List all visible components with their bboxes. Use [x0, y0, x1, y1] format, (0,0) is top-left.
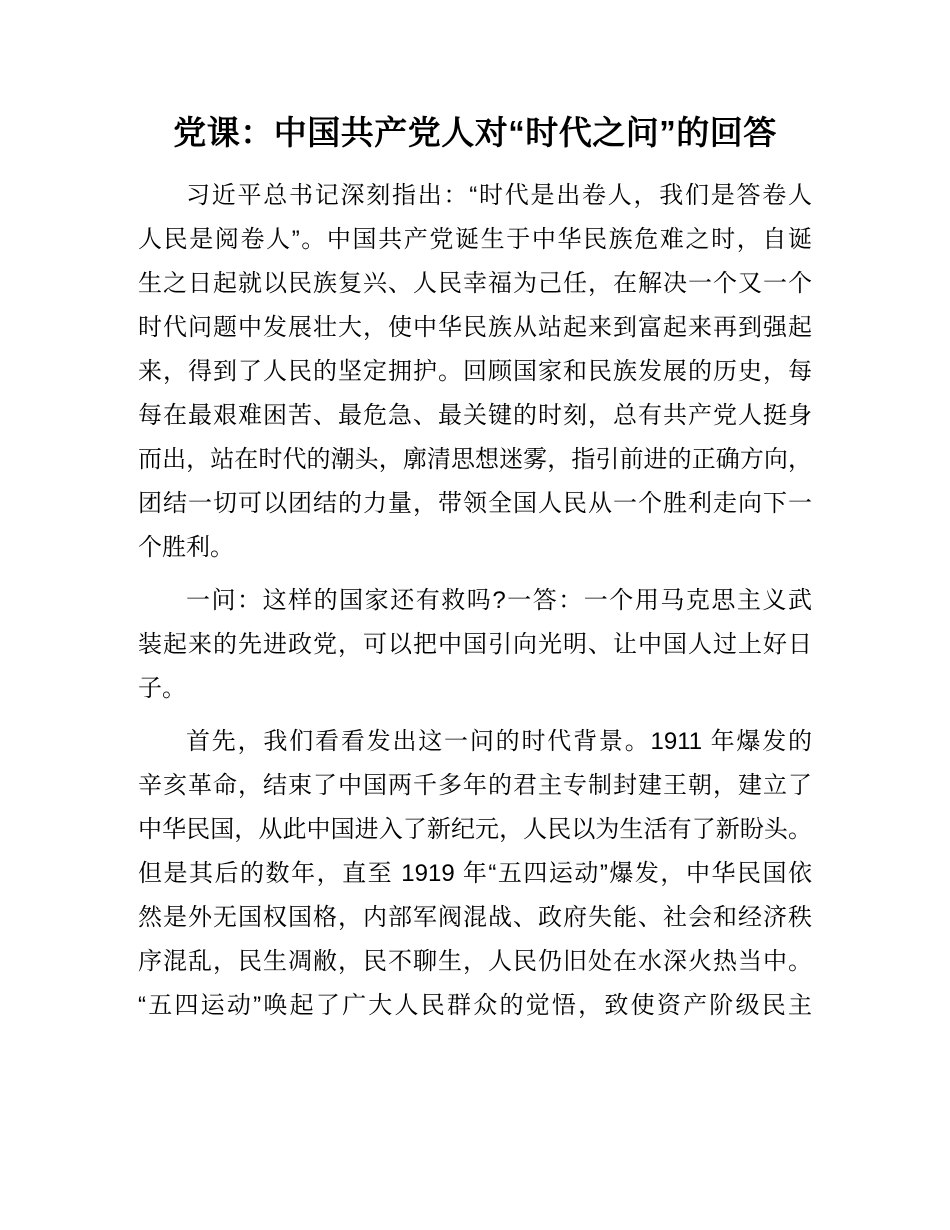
paragraph-line: 一问：这样的国家还有救吗?一答：一个用马克思主义武 — [186, 587, 812, 614]
paragraph-line: 每在最艰难困苦、最危急、最关键的时刻，总有共产党人挺身 — [138, 402, 812, 429]
paragraph-line: 时代问题中发展壮大，使中华民族从站起来到富起来再到强起 — [138, 314, 812, 341]
paragraph-line: 生之日起就以民族复兴、人民幸福为己任，在解决一个又一个 — [138, 270, 812, 297]
paragraph-line: 首先，我们看看发出这一问的时代背景。1911 年爆发的 — [186, 728, 812, 755]
paragraph-line: 辛亥革命，结束了中国两千多年的君主专制封建王朝，建立了 — [138, 772, 812, 799]
paragraph-line: “五四运动”唤起了广大人民群众的觉悟，致使资产阶级民主 — [138, 992, 812, 1019]
document-title: 党课：中国共产党人对“时代之问”的回答 — [173, 114, 777, 151]
paragraph-line: 个胜利。 — [138, 534, 234, 561]
paragraph-line: 而出，站在时代的潮头，廓清思想迷雾，指引前进的正确方向， — [138, 446, 812, 473]
paragraph-line: 序混乱，民生凋敝，民不聊生，人民仍旧处在水深火热当中。 — [138, 948, 812, 975]
paragraph-line: 装起来的先进政党，可以把中国引向光明、让中国人过上好日 — [138, 631, 812, 658]
paragraph-line: 中华民国，从此中国进入了新纪元，人民以为生活有了新盼头。 — [138, 816, 812, 843]
paragraph-2 — [138, 579, 812, 711]
paragraph-line: 人民是阅卷人”。中国共产党诞生于中华民族危难之时，自诞 — [138, 226, 812, 253]
paragraph-line: 然是外无国权国格，内部军阀混战、政府失能、社会和经济秩 — [138, 904, 812, 931]
paragraph-3 — [138, 720, 812, 1028]
paragraph-1 — [138, 174, 812, 570]
paragraph-line: 但是其后的数年，直至 1919 年“五四运动”爆发，中华民国依 — [138, 860, 812, 887]
paragraph-line: 子。 — [138, 675, 186, 702]
paragraph-line: 习近平总书记深刻指出：“时代是出卷人，我们是答卷人 — [186, 182, 812, 209]
paragraph-line: 团结一切可以团结的力量，带领全国人民从一个胜利走向下一 — [138, 490, 812, 517]
paragraph-line: 来，得到了人民的坚定拥护。回顾国家和民族发展的历史，每 — [138, 358, 812, 385]
